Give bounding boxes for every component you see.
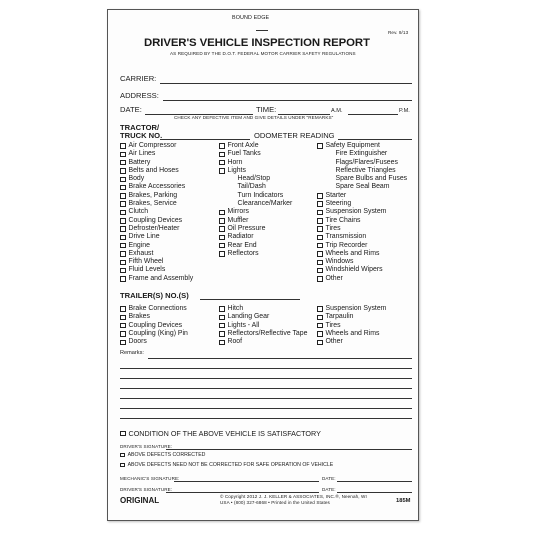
tractor-checkbox[interactable] [219,226,225,232]
trailer-item[interactable] [120,313,188,321]
tractor-item[interactable] [317,192,407,200]
tractor-item[interactable] [120,217,193,225]
remarks-line[interactable] [120,418,412,419]
pm-label: P.M. [399,108,410,114]
tractor-label: Starter [325,191,347,199]
truck-no-field[interactable] [160,139,250,140]
tractor-items-column-3 [317,142,407,283]
tractor-item[interactable] [120,233,193,241]
tractor-item[interactable] [120,167,193,175]
trailer-item[interactable] [219,330,307,338]
tractor-label: Frame and Assembly [128,274,194,282]
tractor-item[interactable] [317,225,407,233]
tractor-item[interactable] [120,142,193,150]
tractor-label: Windshield Wipers [325,266,383,274]
tractor-item[interactable] [317,233,407,241]
tractor-checkbox[interactable] [120,193,126,199]
tractor-item[interactable] [317,258,407,266]
tractor-label: Muffler [227,216,249,224]
tractor-label: Head/Stop [237,175,271,183]
trailer-items-column-1 [120,305,188,346]
remarks-line[interactable] [120,368,412,369]
tractor-label: Horn [227,158,243,166]
revision-label: Rev. 9/13 [388,30,409,35]
truck-no-label: TRUCK NO. [120,131,163,140]
tractor-checkbox[interactable] [317,251,323,257]
drivers-date-label: DATE: [322,487,336,492]
trailer-item[interactable] [317,330,386,338]
trailer-no-field[interactable] [200,299,300,300]
trailer-label: Brakes [128,313,150,321]
tractor-item[interactable] [120,225,193,233]
tractor-checkbox[interactable] [120,243,126,249]
tractor-item[interactable] [317,200,407,208]
trailer-item[interactable] [219,322,307,330]
tractor-item [219,183,292,191]
trailer-checkbox[interactable] [120,331,126,337]
trailer-label: Reflectors/Reflective Tape [227,329,308,337]
tractor-checkbox[interactable] [120,226,126,232]
tractor-item[interactable] [120,159,193,167]
am-label: A.M. [331,108,343,114]
tractor-label: Body [128,175,145,183]
tractor-label: Safety Equipment [325,142,380,149]
trailer-label: Other [325,338,343,346]
remarks-line[interactable] [120,378,412,379]
trailer-label: Suspension System [325,305,387,312]
trailer-checkbox[interactable] [317,340,323,346]
remarks-line[interactable] [120,408,412,409]
tractor-label: Air Compressor [128,142,177,149]
trailer-checkbox[interactable] [219,340,225,346]
tractor-checkbox[interactable] [317,268,323,274]
tractor-label: Fuel Tanks [227,150,261,158]
trailer-checkbox[interactable] [120,340,126,346]
tractor-checkbox[interactable] [317,243,323,249]
tractor-checkbox[interactable] [120,160,126,166]
defects-corrected-label: ABOVE DEFECTS CORRECTED [127,452,206,458]
trailer-item[interactable] [120,305,188,313]
trailer-checkbox[interactable] [317,306,323,312]
trailer-checkbox[interactable] [219,331,225,337]
trailer-label: Coupling Devices [128,321,183,329]
tractor-checkbox[interactable] [317,143,323,149]
tractor-items-column-2 [219,142,292,258]
tractor-item[interactable] [219,142,292,150]
tractor-label: Defroster/Heater [128,224,180,232]
tractor-label: Lights [227,166,246,174]
trailer-items-column-2 [219,305,307,346]
tractor-item[interactable] [120,242,193,250]
trailer-label: Tires [325,321,341,329]
tractor-checkbox[interactable] [317,235,323,241]
trailer-item[interactable] [120,330,188,338]
odometer-field[interactable] [338,139,412,140]
defects-not-needed-checkbox[interactable] [120,463,125,468]
defects-not-needed-row[interactable] [120,462,333,468]
trailer-checkbox[interactable] [120,306,126,312]
tractor-item[interactable] [120,266,193,274]
trailer-checkbox[interactable] [219,315,225,321]
trailer-item[interactable] [317,313,386,321]
tractor-item[interactable] [219,150,292,158]
tractor-label: Spare Bulbs and Fuses [335,175,408,183]
tractor-item [317,159,407,167]
tractor-label: Tires [325,224,341,232]
tractor-item[interactable] [219,167,292,175]
trailer-checkbox[interactable] [120,315,126,321]
tractor-items-column-1 [120,142,193,283]
mechanics-date-field[interactable] [337,481,412,482]
tractor-item [317,175,407,183]
tractor-checkbox[interactable] [219,168,225,174]
tractor-item [219,192,292,200]
tractor-checkbox[interactable] [120,268,126,274]
tractor-checkbox[interactable] [120,260,126,266]
tractor-checkbox[interactable] [219,251,225,257]
drivers-signature-field[interactable] [166,449,412,450]
tractor-label: Steering [325,200,352,208]
form-number: 185M [396,498,411,504]
trailer-items-column-3 [317,305,386,346]
inspection-report-form [107,9,419,521]
tractor-item[interactable] [317,142,407,150]
trailer-item[interactable] [317,338,386,346]
tractor-item [317,167,407,175]
check-defective-note: CHECK ANY DEFECTIVE ITEM AND GIVE DETAILS UNDER "REMARKS" [174,115,334,120]
tractor-checkbox[interactable] [120,235,126,241]
tractor-label: Trip Recorder [325,241,368,249]
tractor-label: Exhaust [128,249,154,257]
mechanics-signature-label: MECHANIC'S SIGNATURE: [120,476,180,481]
tractor-item [317,183,407,191]
tractor-label: Belts and Hoses [128,166,179,174]
trailer-checkbox[interactable] [120,323,126,329]
tractor-checkbox[interactable] [317,193,323,199]
tractor-item[interactable] [317,208,407,216]
tractor-checkbox[interactable] [219,152,225,158]
tractor-checkbox[interactable] [219,210,225,216]
tractor-checkbox[interactable] [120,152,126,158]
trailer-item[interactable] [219,313,307,321]
remarks-line[interactable] [120,388,412,389]
tractor-label: Clutch [128,208,149,216]
tractor-label: TRACTOR/ [120,123,160,132]
tractor-label: Reflectors [227,249,259,257]
tractor-label: Fifth Wheel [128,258,164,266]
tractor-label: Brakes, Service [128,200,177,208]
tractor-item[interactable] [317,250,407,258]
tractor-checkbox[interactable] [120,251,126,257]
tractor-checkbox[interactable] [120,168,126,174]
address-label: ADDRESS: [120,91,159,100]
trailer-heading: TRAILER(S) NO.(S) [120,291,189,300]
trailer-item[interactable] [317,305,386,313]
tractor-checkbox[interactable] [317,226,323,232]
tractor-item[interactable] [120,275,193,283]
tractor-item[interactable] [219,233,292,241]
tractor-checkbox[interactable] [120,177,126,183]
copyright-text-2: USA • (800) 327-6868 • Printed in the United States [220,500,330,505]
tractor-label: Battery [128,158,151,166]
tractor-label: Rear End [227,241,257,249]
condition-satisfactory-row[interactable] [120,429,321,438]
tractor-label: Transmission [325,233,367,241]
tractor-label: Tail/Dash [237,183,266,191]
form-subtitle: AS REQUIRED BY THE D.O.T. FEDERAL MOTOR CARRIER SAFETY REGULATIONS [170,51,356,56]
tractor-item[interactable] [219,242,292,250]
tractor-item [219,175,292,183]
remarks-line[interactable] [120,398,412,399]
trailer-item[interactable] [219,305,307,313]
tractor-label: Air Lines [128,150,156,158]
mechanics-signature-field[interactable] [174,481,319,482]
tractor-item[interactable] [219,250,292,258]
trailer-label: Coupling (King) Pin [128,329,188,337]
tractor-checkbox[interactable] [317,260,323,266]
drivers-date-field[interactable] [337,492,412,493]
tractor-checkbox[interactable] [120,218,126,224]
trailer-checkbox[interactable] [219,306,225,312]
tractor-checkbox[interactable] [120,201,126,207]
carrier-label: CARRIER: [120,74,157,83]
trailer-checkbox[interactable] [219,323,225,329]
tractor-label: Mirrors [227,208,249,216]
tractor-item[interactable] [120,208,193,216]
trailer-label: Tarpaulin [325,313,354,321]
tractor-label: Turn Indicators [237,191,284,199]
trailer-label: Doors [128,338,147,346]
tractor-item[interactable] [219,159,292,167]
trailer-item[interactable] [317,322,386,330]
tractor-label: Radiator [227,233,254,241]
tractor-checkbox[interactable] [120,210,126,216]
odometer-label: ODOMETER READING [254,131,335,140]
tractor-item[interactable] [120,183,193,191]
tractor-checkbox[interactable] [219,243,225,249]
trailer-item[interactable] [219,338,307,346]
tractor-checkbox[interactable] [317,276,323,282]
trailer-checkbox[interactable] [317,331,323,337]
tractor-item[interactable] [219,208,292,216]
trailer-label: Roof [227,338,243,346]
tractor-label: Wheels and Rims [325,249,380,257]
tractor-checkbox[interactable] [317,210,323,216]
tractor-item[interactable] [317,275,407,283]
copyright-text: © Copyright 2012 J. J. KELLER & ASSOCIATES, INC.®, Neenah, WI [220,494,367,499]
trailer-label: Landing Gear [227,313,270,321]
drivers-signature2-field[interactable] [166,492,319,493]
defects-corrected-checkbox[interactable] [120,453,125,458]
tractor-checkbox[interactable] [219,160,225,166]
trailer-checkbox[interactable] [317,323,323,329]
tractor-label: Flags/Flares/Fusees [335,158,398,166]
trailer-item[interactable] [120,338,188,346]
date-label: DATE: [120,105,142,114]
tractor-label: Coupling Devices [128,216,183,224]
mechanics-date-label: DATE: [322,476,336,481]
tractor-label: Brake Accessories [128,183,186,191]
trailer-item[interactable] [120,322,188,330]
tractor-checkbox[interactable] [120,185,126,191]
trailer-label: Lights - All [227,321,260,329]
tractor-label: Fire Extinguisher [335,150,388,158]
tractor-item[interactable] [219,225,292,233]
tractor-item[interactable] [120,200,193,208]
defects-corrected-row[interactable] [120,452,205,458]
tractor-label: Brakes, Parking [128,191,178,199]
tractor-item[interactable] [317,266,407,274]
tractor-label: Suspension System [325,208,387,216]
remarks-label: Remarks: [120,350,144,356]
tractor-checkbox[interactable] [317,218,323,224]
drivers-signature-label: DRIVER'S SIGNATURE: [120,444,173,449]
tractor-label: Engine [128,241,150,249]
trailer-checkbox[interactable] [317,315,323,321]
tractor-item [317,150,407,158]
trailer-label: Brake Connections [128,305,187,312]
time-field-pm[interactable] [348,114,398,115]
address-field[interactable] [163,100,412,101]
tractor-item[interactable] [120,258,193,266]
tractor-item[interactable] [120,175,193,183]
tractor-checkbox[interactable] [120,276,126,282]
form-title: DRIVER'S VEHICLE INSPECTION REPORT [144,37,370,49]
trailer-label: Wheels and Rims [325,329,380,337]
tractor-item[interactable] [120,150,193,158]
tractor-label: Reflective Triangles [335,166,396,174]
original-label: ORIGINAL [120,496,160,505]
tractor-checkbox[interactable] [219,235,225,241]
condition-satisfactory-checkbox[interactable] [120,431,126,437]
tractor-label: Front Axle [227,142,259,149]
time-label: TIME: [256,105,277,114]
carrier-field[interactable] [160,83,412,84]
tractor-label: Other [325,274,343,282]
tractor-item[interactable] [120,250,193,258]
tractor-label: Fluid Levels [128,266,166,274]
bound-edge-mark [256,30,268,31]
tractor-item[interactable] [120,192,193,200]
tractor-label: Drive Line [128,233,160,241]
tractor-checkbox[interactable] [317,201,323,207]
defects-not-needed-label: ABOVE DEFECTS NEED NOT BE CORRECTED FOR SAFE OPERATION OF VEHICLE [127,462,334,468]
tractor-checkbox[interactable] [120,143,126,149]
remarks-line[interactable] [148,358,412,359]
tractor-checkbox[interactable] [219,218,225,224]
tractor-label: Clearance/Marker [237,200,293,208]
tractor-item[interactable] [317,242,407,250]
tractor-label: Spare Seal Beam [335,183,390,191]
tractor-checkbox[interactable] [219,143,225,149]
drivers-signature2-label: DRIVER'S SIGNATURE: [120,487,173,492]
tractor-item [219,200,292,208]
condition-satisfactory-label: CONDITION OF THE ABOVE VEHICLE IS SATISFACTORY [128,429,321,438]
tractor-label: Oil Pressure [227,224,266,232]
tractor-item[interactable] [219,217,292,225]
trailer-label: Hitch [227,305,244,312]
tractor-item[interactable] [317,217,407,225]
bound-edge-label: BOUND EDGE [232,15,270,21]
tractor-label: Tire Chains [325,216,361,224]
tractor-label: Windows [325,258,354,266]
